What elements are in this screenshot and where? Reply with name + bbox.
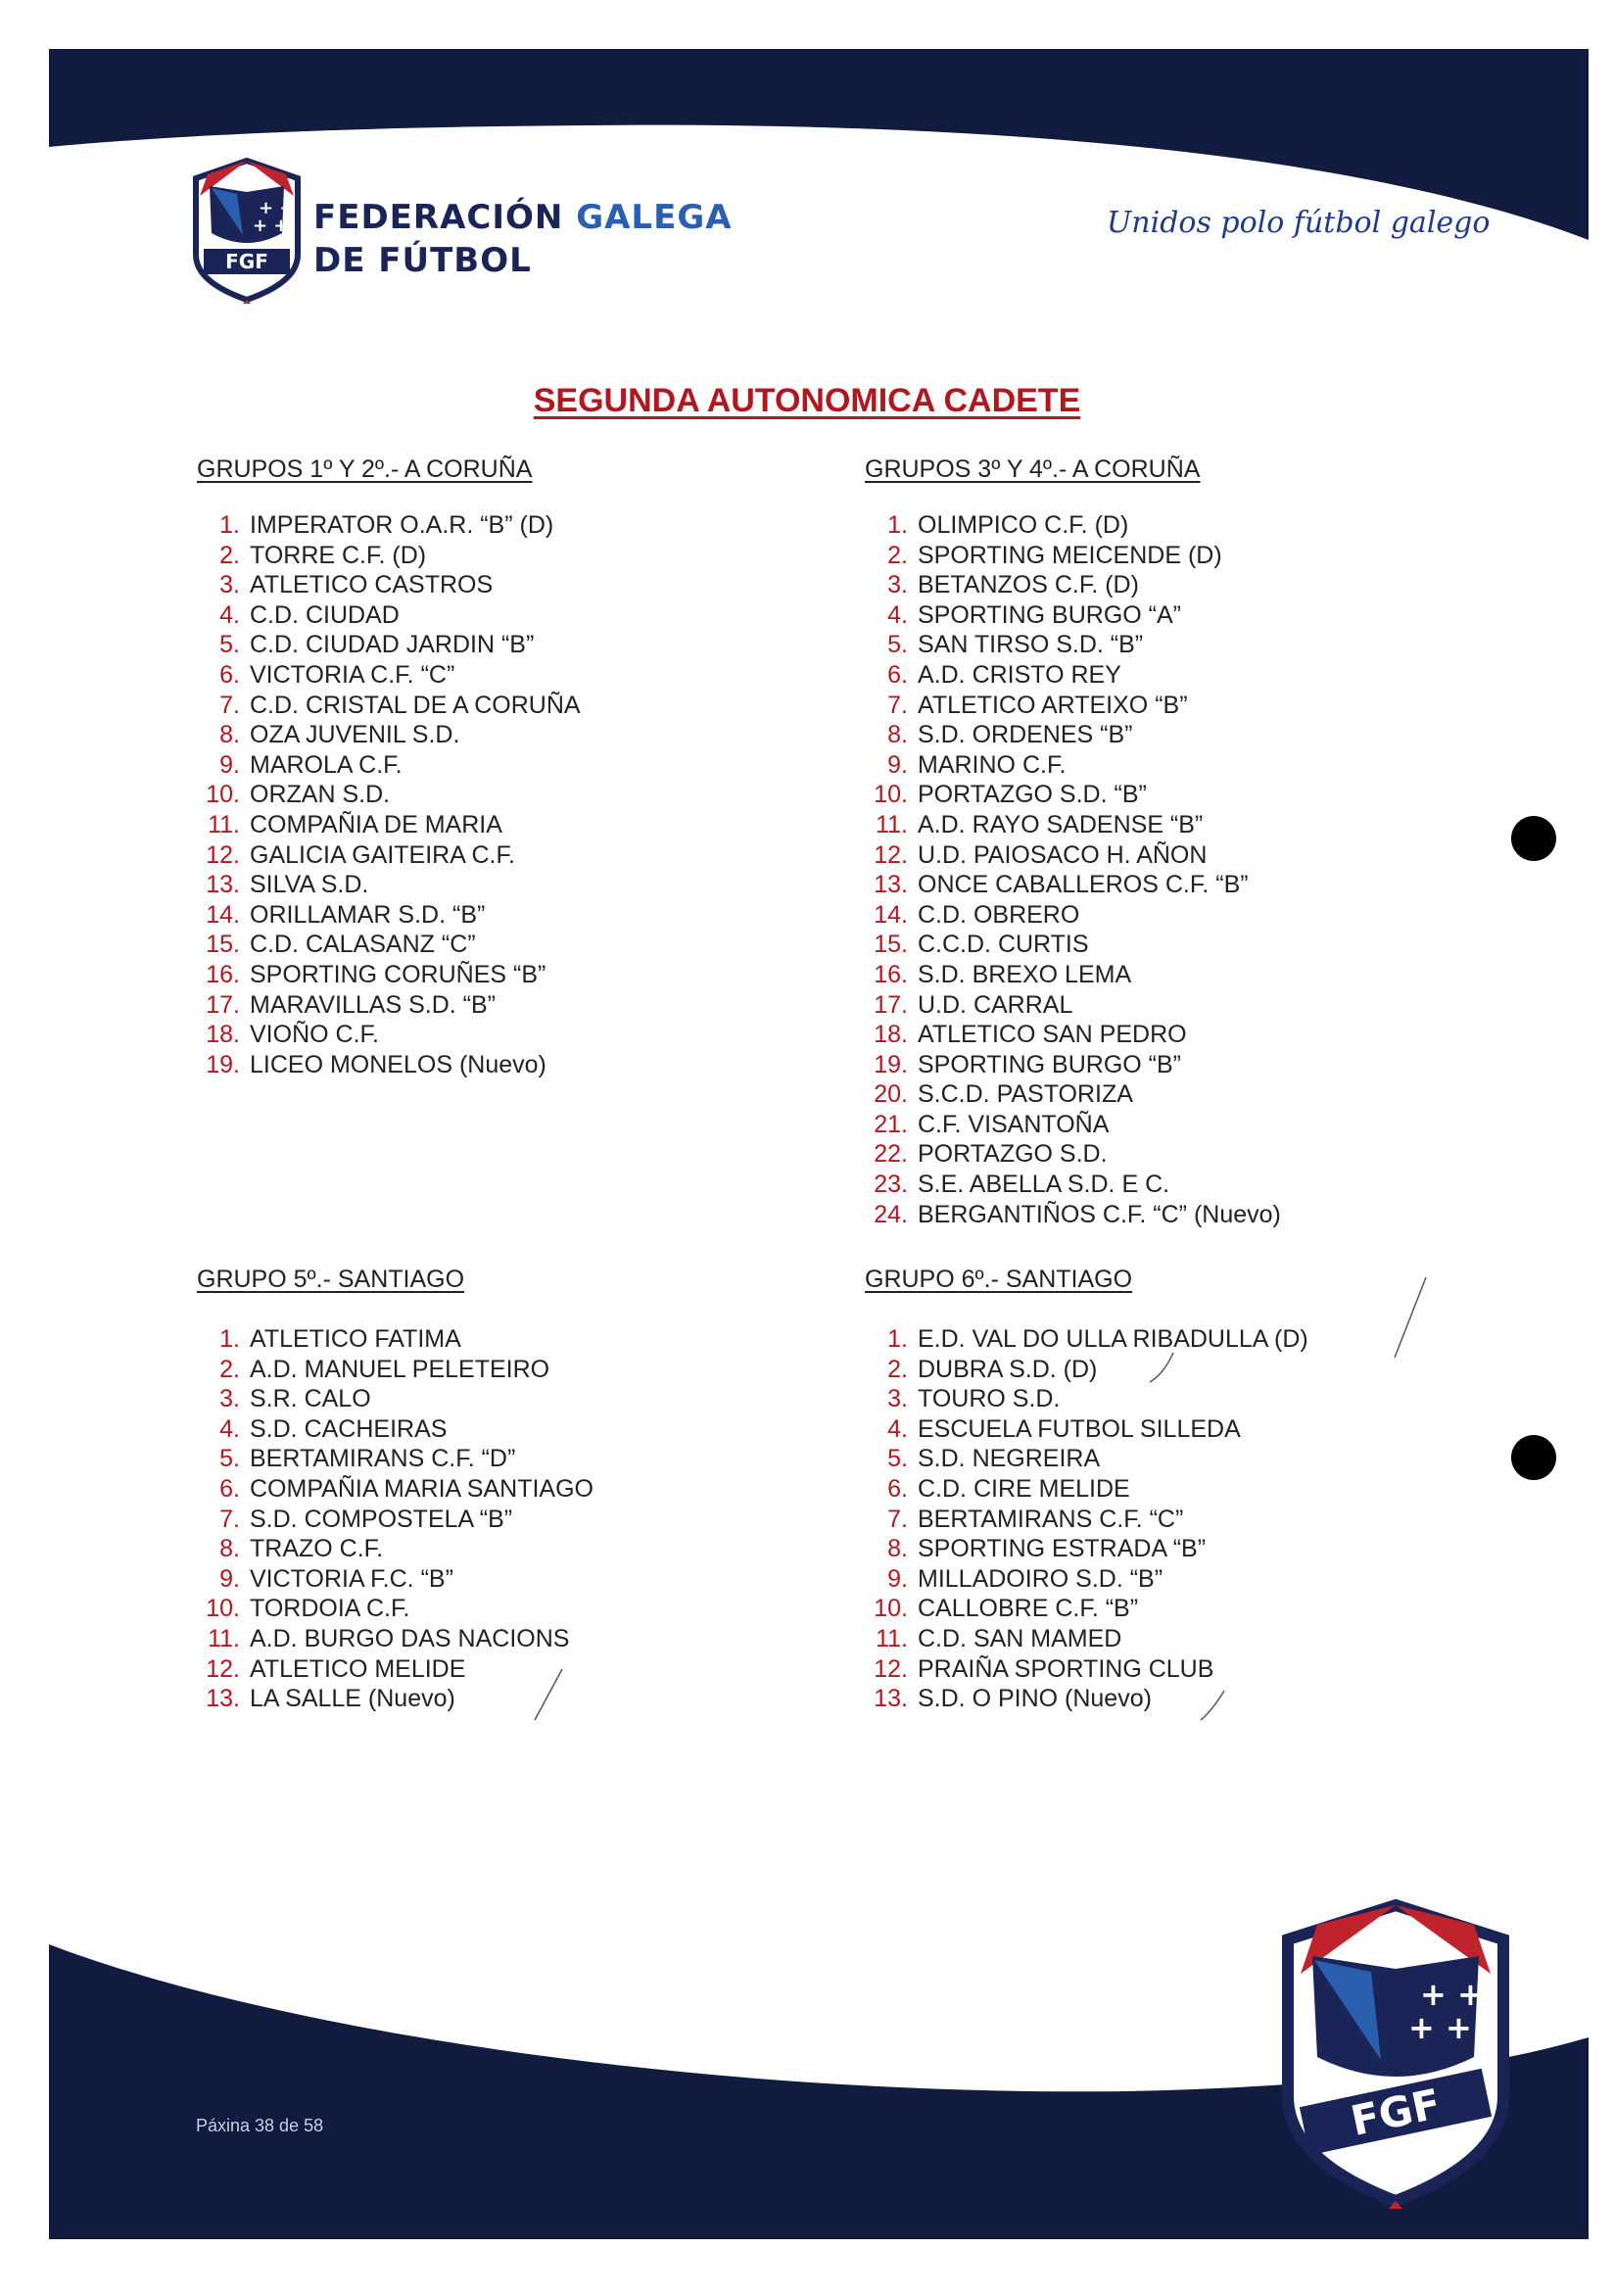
- svg-text:+ +: + +: [259, 198, 295, 218]
- team-name: OLIMPICO C.F. (D): [918, 511, 1129, 539]
- team-name: MARINO C.F.: [918, 750, 1067, 779]
- team-number: 4 .: [193, 1414, 240, 1445]
- team-name: BERTAMIRANS C.F. “C”: [918, 1505, 1184, 1533]
- team-name: SPORTING MEICENDE (D): [918, 541, 1222, 569]
- team-name: SPORTING CORUÑES “B”: [250, 960, 546, 988]
- team-number: 7 .: [861, 1505, 908, 1535]
- team-number: 12 .: [193, 840, 240, 871]
- team-item: [887, 1474, 1308, 1505]
- team-number: 3 .: [193, 1384, 240, 1414]
- team-number: 7 .: [861, 691, 908, 721]
- team-name: BERGANTIÑOS C.F. “C” (Nuevo): [918, 1200, 1281, 1228]
- team-number: 6 .: [193, 1474, 240, 1505]
- team-item: [887, 691, 1281, 721]
- team-name: VICTORIA C.F. “C”: [250, 660, 455, 689]
- team-name: S.D. CACHEIRAS: [250, 1414, 448, 1443]
- team-item: [874, 1139, 1281, 1170]
- team-name: ORZAN S.D.: [250, 781, 391, 809]
- team-item: [887, 600, 1281, 631]
- team-number: 4 .: [193, 600, 240, 631]
- team-item: [219, 720, 581, 750]
- page-number: Páxina 38 de 58: [196, 2116, 324, 2135]
- team-number: 13 .: [193, 1684, 240, 1714]
- team-name: VIOÑO C.F.: [250, 1021, 379, 1049]
- team-number: 23 .: [861, 1170, 908, 1200]
- group-heading: GRUPO 6º.- SANTIAGO: [865, 1266, 1133, 1293]
- team-name: C.D. CIUDAD JARDIN “B”: [250, 631, 535, 659]
- team-number: 11 .: [193, 810, 240, 840]
- team-item: [219, 1505, 593, 1535]
- team-name: ATLETICO SAN PEDRO: [918, 1021, 1187, 1049]
- team-name: BERTAMIRANS C.F. “D”: [250, 1445, 516, 1473]
- team-item: [887, 1355, 1308, 1385]
- team-name: GALICIA GAITEIRA C.F.: [250, 840, 515, 869]
- team-name: ATLETICO ARTEIXO “B”: [918, 691, 1188, 719]
- team-name: ATLETICO CASTROS: [250, 571, 494, 599]
- team-item: [874, 1079, 1281, 1110]
- team-name: VICTORIA F.C. “B”: [250, 1564, 453, 1593]
- check-mark: [1146, 1347, 1185, 1386]
- team-item: [874, 840, 1281, 871]
- team-name: PORTAZGO S.D. “B”: [918, 781, 1147, 809]
- team-number: 22 .: [861, 1139, 908, 1170]
- svg-text:+ +: + +: [253, 215, 289, 236]
- team-number: 14 .: [861, 900, 908, 931]
- page-title: SEGUNDA AUTONOMICA CADETE: [533, 382, 1081, 419]
- team-item: [219, 1324, 593, 1355]
- team-name: A.D. RAYO SADENSE “B”: [918, 810, 1204, 838]
- team-number: 9 .: [193, 1564, 240, 1595]
- team-item: [887, 720, 1281, 750]
- team-name: C.D. SAN MAMED: [918, 1624, 1122, 1652]
- team-name: TORRE C.F. (D): [250, 541, 427, 569]
- team-list: [206, 510, 581, 1079]
- group-6-santiago: [865, 1266, 1308, 1713]
- team-item: [887, 750, 1281, 781]
- federation-line-2: DE FÚTBOL: [313, 241, 532, 280]
- team-item: [874, 1594, 1308, 1624]
- federation-line-1: [313, 196, 733, 239]
- fgf-footer-logo: [1273, 1895, 1518, 2209]
- team-item: [874, 1684, 1308, 1714]
- team-number: 2 .: [861, 541, 908, 571]
- team-item: [887, 570, 1281, 600]
- team-number: 10 .: [861, 780, 908, 810]
- team-number: 9 .: [193, 750, 240, 781]
- team-item: [219, 1534, 593, 1564]
- team-number: 16 .: [193, 960, 240, 990]
- team-item: [887, 1384, 1308, 1414]
- team-number: 4 .: [861, 600, 908, 631]
- team-item: [887, 1444, 1308, 1474]
- team-name: SPORTING BURGO “A”: [918, 600, 1182, 629]
- team-item: [219, 570, 581, 600]
- team-number: 9 .: [861, 750, 908, 781]
- team-name: E.D. VAL DO ULLA RIBADULLA (D): [918, 1325, 1308, 1353]
- team-item: [219, 1564, 593, 1595]
- team-number: 2 .: [193, 1355, 240, 1385]
- check-mark: [529, 1665, 568, 1724]
- team-item: [874, 900, 1281, 931]
- team-number: 13 .: [861, 870, 908, 900]
- team-name: S.C.D. PASTORIZA: [918, 1080, 1133, 1109]
- team-number: 12 .: [861, 840, 908, 871]
- group-heading: GRUPOS 1º Y 2º.- A CORUÑA: [197, 455, 533, 483]
- team-item: [874, 1050, 1281, 1080]
- team-item: [219, 1355, 593, 1385]
- team-number: 1 .: [861, 510, 908, 541]
- team-item: [887, 1564, 1308, 1595]
- team-item: [876, 1624, 1308, 1654]
- team-name: LA SALLE (Nuevo): [250, 1685, 455, 1713]
- team-number: 6 .: [861, 1474, 908, 1505]
- team-number: 10 .: [861, 1594, 908, 1624]
- team-item: [219, 691, 581, 721]
- team-item: [876, 810, 1281, 840]
- group-3-4-coruna: [865, 455, 1281, 1228]
- team-number: 13 .: [861, 1684, 908, 1714]
- team-item: [206, 1020, 581, 1050]
- team-number: 6 .: [861, 660, 908, 691]
- team-name: S.E. ABELLA S.D. E C.: [918, 1171, 1170, 1199]
- team-number: 20 .: [861, 1079, 908, 1110]
- team-number: 15 .: [193, 930, 240, 960]
- team-name: C.D. CALASANZ “C”: [250, 931, 476, 959]
- team-name: C.D. CIRE MELIDE: [918, 1474, 1130, 1503]
- punch-hole: [1511, 1435, 1556, 1480]
- logo-text: FGF: [225, 250, 268, 273]
- team-number: 8 .: [861, 1534, 908, 1564]
- svg-text:+ +: + +: [1420, 1976, 1484, 2013]
- team-item: [887, 1505, 1308, 1535]
- fgf-logo: [188, 157, 306, 304]
- team-number: 1 .: [861, 1324, 908, 1355]
- federation-name: [313, 196, 733, 282]
- team-name: MAROLA C.F.: [250, 750, 403, 779]
- team-item: [874, 870, 1281, 900]
- group-1-2-coruna: [197, 455, 581, 1078]
- team-item: [219, 541, 581, 571]
- team-number: 1 .: [193, 510, 240, 541]
- team-name: IMPERATOR O.A.R. “B” (D): [250, 511, 554, 539]
- team-number: 5 .: [861, 630, 908, 660]
- team-number: 7 .: [193, 1505, 240, 1535]
- team-item: [887, 510, 1281, 541]
- team-item: [208, 810, 581, 840]
- team-name: S.D. BREXO LEMA: [918, 960, 1132, 988]
- team-item: [874, 780, 1281, 810]
- team-name: MARAVILLAS S.D. “B”: [250, 990, 496, 1019]
- team-name: TORDOIA C.F.: [250, 1595, 410, 1623]
- team-name: S.D. ORDENES “B”: [918, 721, 1133, 749]
- svg-text:+ +: + +: [1408, 2009, 1472, 2046]
- team-number: 19 .: [861, 1050, 908, 1080]
- group-heading: GRUPOS 3º Y 4º.- A CORUÑA: [865, 455, 1201, 483]
- team-item: [206, 930, 581, 960]
- team-name: MILLADOIRO S.D. “B”: [918, 1564, 1163, 1593]
- team-number: 11 .: [861, 1624, 908, 1654]
- team-item: [874, 1020, 1281, 1050]
- team-item: [874, 1200, 1281, 1230]
- team-number: 19 .: [193, 1050, 240, 1080]
- team-name: LICEO MONELOS (Nuevo): [250, 1050, 546, 1078]
- team-number: 18 .: [193, 1020, 240, 1050]
- team-number: 11 .: [193, 1624, 240, 1654]
- punch-hole: [1511, 816, 1556, 861]
- team-item: [219, 510, 581, 541]
- team-name: C.C.D. CURTIS: [918, 931, 1089, 959]
- team-number: 8 .: [193, 1534, 240, 1564]
- team-item: [874, 1170, 1281, 1200]
- team-number: 4 .: [861, 1414, 908, 1445]
- federation-word-2: GALEGA: [576, 198, 733, 237]
- team-number: 2 .: [861, 1355, 908, 1385]
- team-item: [208, 1624, 593, 1654]
- team-name: C.D. OBRERO: [918, 900, 1080, 929]
- team-number: 8 .: [861, 720, 908, 750]
- team-name: ONCE CABALLEROS C.F. “B”: [918, 871, 1249, 899]
- team-number: 12 .: [193, 1654, 240, 1685]
- federation-word-1: FEDERACIÓN: [313, 198, 564, 237]
- team-item: [206, 900, 581, 931]
- team-number: 17 .: [861, 990, 908, 1021]
- team-number: 6 .: [193, 660, 240, 691]
- team-item: [874, 960, 1281, 990]
- team-item: [206, 840, 581, 871]
- team-number: 3 .: [861, 1384, 908, 1414]
- team-number: 17 .: [193, 990, 240, 1021]
- team-name: A.D. CRISTO REY: [918, 660, 1121, 689]
- team-name: PRAIÑA SPORTING CLUB: [918, 1654, 1214, 1683]
- team-name: S.D. COMPOSTELA “B”: [250, 1505, 513, 1533]
- team-number: 16 .: [861, 960, 908, 990]
- group-heading: GRUPO 5º.- SANTIAGO: [197, 1266, 465, 1293]
- team-list: [874, 1324, 1308, 1714]
- team-number: 3 .: [861, 570, 908, 600]
- team-name: A.D. MANUEL PELETEIRO: [250, 1355, 550, 1383]
- team-number: 7 .: [193, 691, 240, 721]
- team-item: [219, 660, 581, 691]
- team-item: [206, 1050, 581, 1080]
- team-number: 11 .: [861, 810, 908, 840]
- team-name: OZA JUVENIL S.D.: [250, 721, 460, 749]
- motto: Unidos polo fútbol galego: [1107, 206, 1491, 240]
- team-number: 24 .: [861, 1200, 908, 1230]
- team-number: 5 .: [193, 1444, 240, 1474]
- team-name: A.D. BURGO DAS NACIONS: [250, 1624, 570, 1652]
- team-item: [206, 960, 581, 990]
- team-item: [887, 1414, 1308, 1445]
- team-name: SPORTING BURGO “B”: [918, 1050, 1182, 1078]
- team-name: PORTAZGO S.D.: [918, 1140, 1108, 1169]
- team-item: [206, 870, 581, 900]
- team-name: C.F. VISANTOÑA: [918, 1110, 1110, 1138]
- team-name: ATLETICO MELIDE: [250, 1654, 466, 1683]
- team-name: SPORTING ESTRADA “B”: [918, 1535, 1207, 1563]
- check-mark: [1391, 1273, 1430, 1362]
- team-name: BETANZOS C.F. (D): [918, 571, 1139, 599]
- team-number: 18 .: [861, 1020, 908, 1050]
- team-list: [206, 1324, 593, 1714]
- team-name: C.D. CIUDAD: [250, 600, 400, 629]
- team-name: U.D. PAIOSACO H. AÑON: [918, 840, 1208, 869]
- team-item: [219, 1414, 593, 1445]
- check-mark: [1195, 1685, 1234, 1724]
- team-number: 5 .: [861, 1444, 908, 1474]
- team-number: 10 .: [193, 1594, 240, 1624]
- team-item: [887, 1324, 1308, 1355]
- team-number: 12 .: [861, 1654, 908, 1685]
- team-name: S.D. O PINO (Nuevo): [918, 1685, 1152, 1713]
- team-item: [206, 990, 581, 1021]
- team-name: SAN TIRSO S.D. “B”: [918, 631, 1144, 659]
- team-name: S.R. CALO: [250, 1385, 371, 1413]
- team-number: 8 .: [193, 720, 240, 750]
- group-5-santiago: [197, 1266, 593, 1713]
- team-item: [887, 1534, 1308, 1564]
- team-item: [219, 750, 581, 781]
- team-name: COMPAÑIA DE MARIA: [250, 810, 502, 838]
- team-number: 13 .: [193, 870, 240, 900]
- team-name: C.D. CRISTAL DE A CORUÑA: [250, 691, 581, 719]
- team-item: [887, 541, 1281, 571]
- team-number: 5 .: [193, 630, 240, 660]
- team-name: TOURO S.D.: [918, 1385, 1061, 1413]
- team-item: [219, 1474, 593, 1505]
- team-name: U.D. CARRAL: [918, 990, 1073, 1019]
- team-number: 1 .: [193, 1324, 240, 1355]
- footer-logo-text: FGF: [1347, 2079, 1446, 2146]
- team-item: [219, 1444, 593, 1474]
- team-item: [887, 660, 1281, 691]
- team-item: [874, 1110, 1281, 1140]
- team-item: [874, 930, 1281, 960]
- team-name: ESCUELA FUTBOL SILLEDA: [918, 1414, 1241, 1443]
- team-name: TRAZO C.F.: [250, 1535, 384, 1563]
- team-item: [219, 1384, 593, 1414]
- team-number: 21 .: [861, 1110, 908, 1140]
- team-item: [887, 630, 1281, 660]
- team-item: [206, 1594, 593, 1624]
- team-number: 14 .: [193, 900, 240, 931]
- team-name: CALLOBRE C.F. “B”: [918, 1595, 1139, 1623]
- team-item: [219, 600, 581, 631]
- team-number: 10 .: [193, 780, 240, 810]
- team-number: 2 .: [193, 541, 240, 571]
- team-number: 3 .: [193, 570, 240, 600]
- team-number: 15 .: [861, 930, 908, 960]
- team-item: [874, 990, 1281, 1021]
- team-name: COMPAÑIA MARIA SANTIAGO: [250, 1474, 593, 1503]
- team-name: SILVA S.D.: [250, 871, 369, 899]
- team-name: S.D. NEGREIRA: [918, 1445, 1101, 1473]
- team-list: [874, 510, 1281, 1229]
- team-item: [219, 630, 581, 660]
- team-item: [874, 1654, 1308, 1685]
- team-item: [206, 780, 581, 810]
- team-name: ORILLAMAR S.D. “B”: [250, 900, 486, 929]
- team-number: 9 .: [861, 1564, 908, 1595]
- team-name: DUBRA S.D. (D): [918, 1355, 1098, 1383]
- team-name: ATLETICO FATIMA: [250, 1325, 461, 1353]
